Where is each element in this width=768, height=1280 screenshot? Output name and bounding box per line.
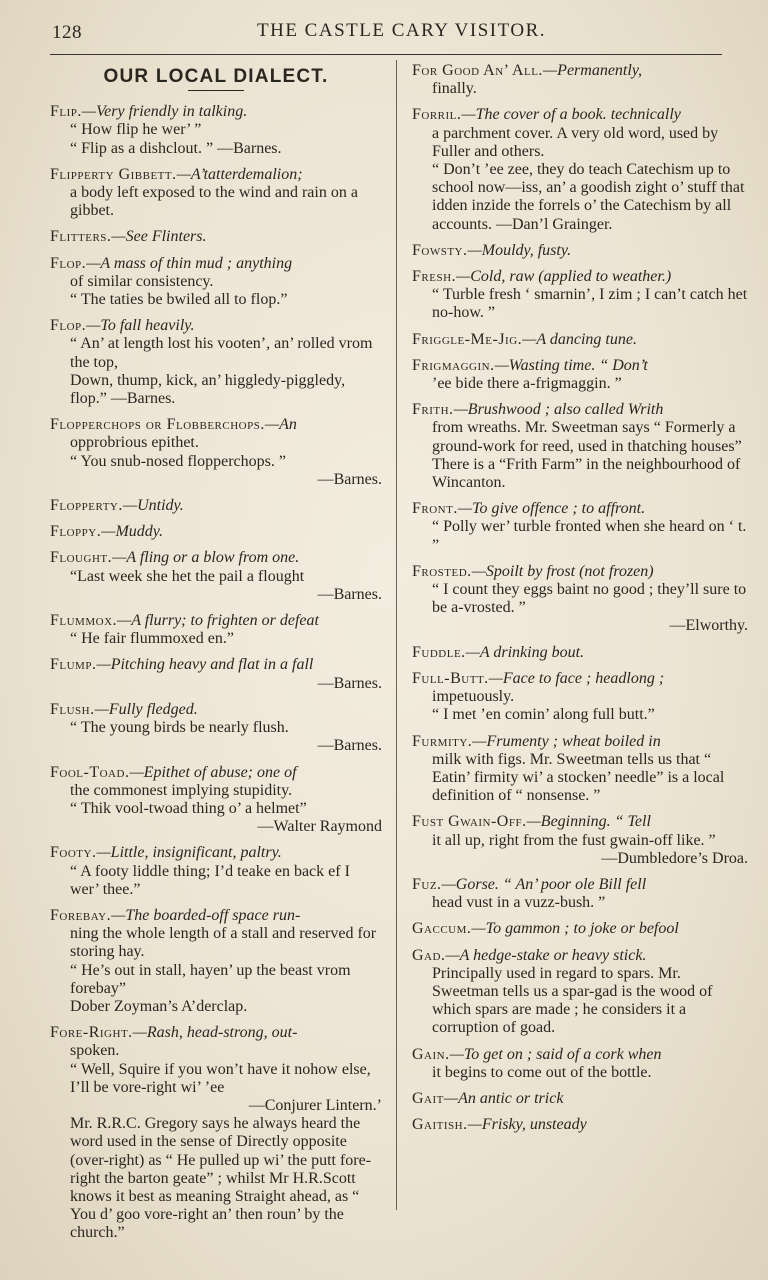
entry-headword: Flop. xyxy=(50,317,87,335)
entry-headword: Flump. xyxy=(50,656,97,674)
dictionary-entry xyxy=(50,656,382,692)
dictionary-entry xyxy=(412,500,748,555)
entry-line: “ The young birds be nearly flush. xyxy=(70,719,289,737)
dictionary-entry xyxy=(412,947,748,1038)
entry-definition: —The cover of a book. technically xyxy=(461,106,681,124)
entry-line: —Conjurer Lintern.’ xyxy=(248,1096,382,1114)
entry-definition: —The boarded-off space run- xyxy=(111,906,301,924)
title-rule xyxy=(188,90,244,91)
entry-definition: —Very friendly in talking. xyxy=(81,103,248,121)
entry-headword: Frith. xyxy=(412,401,454,419)
entry-definition: —Brushwood ; also called Writh xyxy=(453,401,664,419)
page-number: 128 xyxy=(52,22,82,43)
dictionary-entry xyxy=(50,1024,382,1242)
entry-line: “ Flip as a dishclout. ” —Barnes. xyxy=(70,139,282,157)
entry-definition: —Fully fledged. xyxy=(94,700,198,718)
entry-definition: —To get on ; said of a cork when xyxy=(449,1045,662,1063)
entry-headword: Flopperchops or Flobberchops. xyxy=(50,416,265,434)
entry-headword: Forebay. xyxy=(50,906,112,924)
dictionary-entry xyxy=(412,563,748,636)
entry-definition: —Frumenty ; wheat boiled in xyxy=(472,732,661,750)
entry-definition: —Gorse. “ An’ poor ole Bill fell xyxy=(441,875,647,893)
entry-line: “Last week she het the pail a flought xyxy=(70,567,305,585)
section-title: OUR LOCAL DIALECT. xyxy=(103,66,329,87)
entry-line: “ Turble fresh ‘ smarnin’, I zim ; I can’t catch het no-how. ” xyxy=(432,286,748,322)
right-column xyxy=(412,62,748,1142)
dictionary-entry xyxy=(412,813,748,868)
entry-definition: —Mouldy, fusty. xyxy=(467,241,572,259)
entry-line: Mr. R.R.C. Gregory says he always heard the word used in the sense of Directly opposite (over-right) as “ He pulled up wi’ the putt fore-right the barton geate” ; whilst Mr H.R.Scott knows it best as meaning Straight ahead, as “ You d’ goo vore-right an’ then roun’ by the church.” xyxy=(70,1115,372,1242)
entry-definition: —Pitching heavy and flat in a fall xyxy=(96,656,314,674)
entry-headword: Fuddle. xyxy=(412,643,466,661)
entry-headword: Floppy. xyxy=(50,523,102,541)
entry-headword: Flip. xyxy=(50,103,82,121)
dictionary-entry xyxy=(50,549,382,604)
entry-headword: Flummox. xyxy=(50,612,118,630)
entry-headword: Gaccum. xyxy=(412,920,472,938)
entry-line: “ He’s out in stall, hayen’ up the beast vrom forebay” xyxy=(70,961,351,997)
entry-headword: Gaitish. xyxy=(412,1116,468,1134)
dictionary-entry xyxy=(50,416,382,489)
entry-headword: Flipperty Gibbett. xyxy=(50,165,177,183)
entry-line: —Walter Raymond xyxy=(257,818,382,836)
entry-definition: —To gammon ; to joke or befool xyxy=(471,920,679,938)
entry-headword: Fust Gwain-Off. xyxy=(412,813,527,831)
entry-line: “ Thik vool-twoad thing o’ a helmet” xyxy=(70,799,307,817)
entry-definition: —An xyxy=(264,416,297,434)
dictionary-entry xyxy=(412,876,748,912)
entry-definition: —Little, insignificant, paltry. xyxy=(96,844,282,862)
entry-definition: —Muddy. xyxy=(101,523,164,541)
header-rule xyxy=(50,54,722,55)
dictionary-entry xyxy=(412,1046,748,1082)
entry-headword: Fool-Toad. xyxy=(50,763,130,781)
entry-headword: Fore-Right. xyxy=(50,1024,133,1042)
entry-headword: Gad. xyxy=(412,946,446,964)
dictionary-entry xyxy=(412,357,748,393)
entry-line: from wreaths. Mr. Sweetman says “ Formerly a ground-work for reed, used in thatching houses” There is a “Frith Farm” in the neighbourhood of Wincanton. xyxy=(432,419,742,492)
entry-definition: —A’tatterdemalion; xyxy=(176,165,303,183)
entry-definition: —Face to face ; headlong ; xyxy=(488,669,665,687)
entry-line: impetuously. xyxy=(432,688,515,706)
entry-line: milk with figs. Mr. Sweetman tells us that “ Eatin’ firmity wi’ a stocken’ needle” is a local definition of “ nonsense. ” xyxy=(432,750,725,805)
entry-line: “ Don’t ’ee zee, they do teach Catechism up to school now—iss, an’ a goodish zight o’ stuff that idden inzide the forrels o’ the Catechism by all accounts. —Dan’l Grainger. xyxy=(432,161,745,233)
dictionary-entry xyxy=(50,523,382,541)
entry-definition: —To give offence ; to affront. xyxy=(457,500,646,518)
entry-definition: —Permanently, xyxy=(542,62,643,79)
entry-definition: —Rash, head-strong, out- xyxy=(132,1024,298,1042)
entry-headword: Forril. xyxy=(412,106,462,124)
dictionary-entry xyxy=(412,106,748,233)
entry-line: “ An’ at length lost his vooten’, an’ rolled vrom the top, xyxy=(70,335,373,371)
left-entry-list xyxy=(50,103,382,1242)
entry-definition: —Epithet of abuse; one of xyxy=(129,763,297,781)
entry-line: the commonest implying stupidity. xyxy=(70,781,293,799)
dictionary-entry xyxy=(412,268,748,323)
dictionary-entry xyxy=(50,764,382,837)
entry-headword: Flop. xyxy=(50,254,87,272)
entry-line: of similar consistency. xyxy=(70,272,214,290)
right-entry-list xyxy=(412,62,748,1134)
entry-line: “ The taties be bwiled all to flop.” xyxy=(70,291,288,309)
entry-definition: —Untidy. xyxy=(122,497,184,515)
dictionary-entry xyxy=(50,228,382,246)
entry-definition: —A mass of thin mud ; anything xyxy=(86,254,293,272)
dictionary-entry xyxy=(412,62,748,98)
entry-line: “ Polly wer’ turble fronted when she heard on ‘ t. ” xyxy=(432,518,747,554)
entry-definition: —Frisky, unsteady xyxy=(467,1116,587,1134)
entry-headword: Gain. xyxy=(412,1045,450,1063)
dictionary-entry xyxy=(50,317,382,408)
entry-definition: —Cold, raw (applied to weather.) xyxy=(456,268,672,286)
entry-line: it begins to come out of the bottle. xyxy=(432,1063,652,1081)
entry-line: a parchment cover. A very old word, used by Fuller and others. xyxy=(432,124,719,160)
column-divider xyxy=(396,60,397,1210)
dictionary-entry xyxy=(50,612,382,648)
dictionary-entry xyxy=(50,844,382,899)
dictionary-entry xyxy=(412,920,748,938)
entry-line: it all up, right from the fust gwain-off like. ” xyxy=(432,831,716,849)
dictionary-entry xyxy=(412,242,748,260)
entry-headword: Fowsty. xyxy=(412,241,468,259)
entry-definition: —See Flinters. xyxy=(111,228,207,246)
dictionary-entry xyxy=(50,103,382,158)
entry-line: “ How flip he wer’ ” xyxy=(70,121,202,139)
entry-headword: Fresh. xyxy=(412,268,457,286)
dictionary-entry xyxy=(50,701,382,756)
entry-line: “ Well, Squire if you won’t have it nohow else, I’ll be vore-right wi’ ’ee xyxy=(70,1060,371,1096)
entry-line: Down, thump, kick, an’ higgledy-piggledy, flop.” —Barnes. xyxy=(70,371,346,408)
entry-line: —Barnes. xyxy=(317,737,382,755)
entry-line: —Dumbledore’s Droa. xyxy=(601,849,748,867)
entry-headword: Full-Butt. xyxy=(412,669,489,687)
entry-definition: —Spoilt by frost (not frozen) xyxy=(471,562,654,580)
entry-headword: Flitters. xyxy=(50,228,112,246)
entry-line: “ He fair flummoxed en.” xyxy=(70,630,234,648)
dictionary-entry xyxy=(50,907,382,1016)
entry-headword: Flopperty. xyxy=(50,497,123,515)
entry-line: ’ee bide there a-frigmaggin. ” xyxy=(432,375,622,393)
dictionary-entry xyxy=(412,401,748,492)
entry-definition: —A dancing tune. xyxy=(522,330,637,348)
entry-headword: Flought. xyxy=(50,549,113,567)
entry-line: a body left exposed to the wind and rain on a gibbet. xyxy=(70,184,358,220)
dictionary-entry xyxy=(412,1090,748,1108)
entry-definition: —An antic or trick xyxy=(443,1089,564,1107)
dictionary-entry xyxy=(50,255,382,310)
entry-definition: —To fall heavily. xyxy=(86,317,195,335)
entry-line: “ You snub-nosed flopperchops. ” xyxy=(70,452,286,470)
entry-definition: —A flurry; to frighten or defeat xyxy=(117,612,319,630)
entry-headword: Gait xyxy=(412,1089,444,1107)
running-title: THE CASTLE CARY VISITOR. xyxy=(257,20,547,41)
entry-definition: —Wasting time. “ Don’t xyxy=(494,356,648,374)
entry-definition: —A fling or a blow from one. xyxy=(112,549,300,567)
entry-line: “ I count they eggs baint no good ; they’ll sure to be a-vrosted. ” xyxy=(432,581,747,617)
entry-definition: —A drinking bout. xyxy=(465,643,585,661)
entry-headword: Friggle-Me-Jig. xyxy=(412,330,523,348)
entry-headword: Flush. xyxy=(50,700,95,718)
entry-line: opprobrious epithet. xyxy=(70,434,199,452)
dictionary-entry xyxy=(50,497,382,515)
entry-line: —Elworthy. xyxy=(669,617,748,635)
dictionary-entry xyxy=(412,733,748,806)
entry-line: —Barnes. xyxy=(317,470,382,488)
entry-definition: —Beginning. “ Tell xyxy=(526,813,651,831)
entry-line: spoken. xyxy=(70,1042,120,1060)
entry-line: Dober Zoyman’s A’derclap. xyxy=(70,997,248,1015)
entry-headword: Frigmaggin. xyxy=(412,356,495,374)
entry-line: “ I met ’en comin’ along full butt.” xyxy=(432,706,655,724)
left-column xyxy=(50,62,382,1251)
dictionary-entry xyxy=(412,670,748,725)
entry-line: Principally used in regard to spars. Mr. Sweetman tells us a spar-gad is the wood of which spars are made ; he considers it a corruption of goad. xyxy=(432,964,713,1037)
entry-headword: Front. xyxy=(412,500,458,518)
entry-line: finally. xyxy=(432,80,477,98)
entry-headword: Furmity. xyxy=(412,732,473,750)
entry-line: ning the whole length of a stall and reserved for storing hay. xyxy=(70,925,377,961)
entry-headword: Frosted. xyxy=(412,562,472,580)
entry-headword: Footy. xyxy=(50,844,97,862)
entry-definition: —A hedge-stake or heavy stick. xyxy=(445,946,647,964)
dictionary-entry xyxy=(412,644,748,662)
dictionary-entry xyxy=(412,1116,748,1134)
dictionary-entry xyxy=(412,331,748,349)
entry-headword: For Good An’ All. xyxy=(412,62,543,79)
entry-headword: Fuz. xyxy=(412,875,442,893)
running-header xyxy=(52,20,716,50)
entry-line: —Barnes. xyxy=(317,674,382,692)
entry-line: —Barnes. xyxy=(317,585,382,603)
entry-line: head vust in a vuzz-bush. ” xyxy=(432,894,606,912)
dictionary-entry xyxy=(50,166,382,221)
entry-line: “ A footy liddle thing; I’d teake en back ef I wer’ thee.” xyxy=(70,862,350,898)
